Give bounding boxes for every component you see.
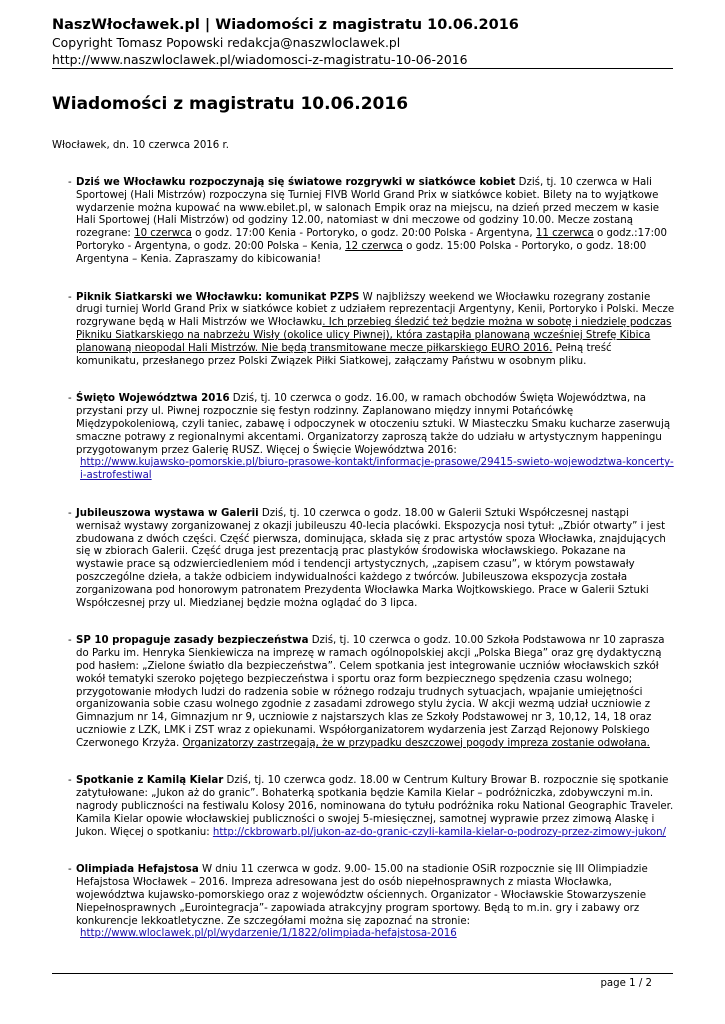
page-number: page 1 / 2 — [600, 978, 652, 989]
item-heading: Święto Województwa 2016 — [76, 393, 230, 405]
item-heading: Dziś we Włocławku rozpoczynają się światowe rozgrywki w siatkówce kobiet — [76, 177, 516, 188]
item-heading: Spotkanie z Kamilą Kielar — [76, 775, 224, 787]
list-item: - Piknik Siatkarski we Włocławku: komunikat PZPS W najbliższy weekend we Włocławku rozegrany zostanie drugi turniej World Grand Prix w siatkówce kobiet z udziałem reprezentacji Argentyny, Kenii, Portoryko i Polski. Mecze rozgrywane będą w Hali Mistrzów we Włocławku. Ich przebieg śledzić też będzie można w sobotę i niedzielę podczas Pikniku Siatkarskiego na nabrzeżu Wisły (okolice ulicy Piwnej), która zastąpiła planowaną wcześniej Strefę Kibica planowaną nieopodal Hali Mistrzów. Nie będą transmitowane mecze piłkarskiego EURO 2016. Pełną treść komunikatu, przesłanego przez Polski Związek Piłki Siatkowej, załączamy Państwu w osobnym pliku. — [68, 292, 675, 369]
article-title: Wiadomości z magistratu 10.06.2016 — [52, 94, 409, 114]
document-header — [52, 16, 682, 68]
item-heading: Olimpiada Hefajstosa — [76, 864, 199, 876]
header-copyright: Copyright Tomasz Popowski redakcja@naszwloclawek.pl — [52, 35, 401, 50]
list-item: - Święto Województwa 2016 Dziś, tj. 10 czerwca o godz. 16.00, w ramach obchodów Święta Województwa, na przystani przy ul. Piwnej rozpocznie się festyn rodzinny. Zaplanowano między innymi Potańcówkę Międzypokoleniową, czyli taniec, zabawę i odpoczynek w otoczeniu sztuki. W Miasteczku Smaku kucharze zaserwują smaczne potrawy z regionalnymi akcentami. Organizatorzy zaproszą także do udziału w artystycznym happeningu przygotowanym przez Galerię RUSZ. Więcej o Święcie Województwa 2016: http://www.kujawsko-pomorskie.pl/biuro-prasowe-kontakt/informacje-prasowe/29415-swieto-wojewodztwa-koncerty-i-astrofestiwal — [68, 393, 675, 483]
footer-divider — [52, 973, 673, 974]
item-link[interactable]: http://www.kujawsko-pomorskie.pl/biuro-prasowe-kontakt/informacje-prasowe/29415-swieto-wojewodztwa-koncerty-i-astrofestiwal — [80, 457, 674, 482]
header-url: http://www.naszwloclawek.pl/wiadomosci-z-magistratu-10-06-2016 — [52, 52, 468, 67]
header-divider — [52, 68, 673, 69]
item-link[interactable]: http://ckbrowarb.pl/jukon-az-do-granic-czyli-kamila-kielar-o-podrozy-przez-zimowy-jukon/ — [212, 826, 666, 838]
header-title: NaszWłocławek.pl | Wiadomości z magistratu 10.06.2016 — [52, 17, 519, 33]
item-heading: Jubileuszowa wystawa w Galerii — [76, 507, 259, 519]
date-line: Włocławek, dn. 10 czerwca 2016 r. — [52, 140, 229, 151]
item-heading: Piknik Siatkarski we Włocławku: komunikat PZPS — [76, 291, 360, 303]
list-item: - SP 10 propaguje zasady bezpieczeństwa Dziś, tj. 10 czerwca o godz. 10.00 Szkoła Podstawowa nr 10 zaprasza do Parku im. Henryka Sienkiewicza na imprezę w ramach ogólnopolskiej akcji „Polska Biega” oraz grę dydaktyczną pod hasłem: „Zielone światło dla bezpieczeństwa”. Celem spotkania jest integrowanie uczniów włocławskich szkół wokół tematyki szeroko pojętego bezpieczeństwa i sportu oraz form bezpiecznego spędzenia czasu wolnego; przygotowanie młodych ludzi do radzenia sobie w różnego rodzaju trudnych sytuacjach, wpajanie umiejętności organizowania sobie czasu wolnego zgodnie z zasadami zdrowego stylu życia. W akcji wezmą udział uczniowie z Gimnazjum nr 14, Gimnazjum nr 9, uczniowie z najstarszych klas ze Szkoły Podstawowej nr 3, 10,12, 14, 18 oraz uczniowie z LZK, LMK i ZST wraz z opiekunami. Współorganizatorem wydarzenia jest Zarząd Rejonowy Polskiego Czerwonego Krzyża. Organizatorzy zastrzegają, że w przypadku deszczowej pogody impreza zostanie odwołana. — [68, 635, 675, 750]
item-heading: SP 10 propaguje zasady bezpieczeństwa — [76, 635, 309, 647]
list-item: - Dziś we Włocławku rozpoczynają się światowe rozgrywki w siatkówce kobiet Dziś, tj. 10 czerwca w Hali Sportowej (Hali Mistrzów) rozpoczyna się Turniej FIVB World Grand Prix w siatkówce kobiet. Bilety na to wyjątkowe wydarzenie można kupować na www.ebilet.pl, w salonach Empik oraz na miejscu, na dzień przed meczem w kasie Hali Sportowej (Hali Mistrzów) od godziny 12.00, natomiast w dni meczowe od godziny 10.00. Mecze zostaną rozegrane: 10 czerwca o godz. 17:00 Kenia - Portoryko, o godz. 20:00 Polska - Argentyna, 11 czerwca o godz.:17:00 Portoryko - Argentyna, o godz. 20:00 Polska – Kenia, 12 czerwca o godz. 15:00 Polska - Portoryko, o godz. 18:00 Argentyna – Kenia. Zapraszamy do kibicowania! — [68, 177, 675, 267]
list-item: - Spotkanie z Kamilą Kielar Dziś, tj. 10 czerwca godz. 18.00 w Centrum Kultury Browar B. rozpocznie się spotkanie zatytułowane: „Jukon aż do granic”. Bohaterką spotkania będzie Kamila Kielar – podróżniczka, zdobywczyni m.in. nagrody publiczności na festiwalu Kolosy 2016, nominowana do tytułu podróżnika roku National Geographic Traveler. Kamila Kielar opowie włocławskiej publiczności o swojej 5-miesięcznej, samotnej wyprawie przez zimową Alaskę i Jukon. Więcej o spotkaniu: http://ckbrowarb.pl/jukon-az-do-granic-czyli-kamila-kielar-o-podrozy-przez-zimowy-jukon/ — [68, 775, 675, 839]
list-item: - Olimpiada Hefajstosa W dniu 11 czerwca w godz. 9.00- 15.00 na stadionie OSiR rozpocznie się III Olimpiadzie Hefajstosa Włocławek – 2016. Impreza adresowana jest do osób niepełnosprawnych z miasta Włocławka, województwa kujawsko-pomorskiego oraz z województw ościennych. Organizator - Włocławskie Stowarzyszenie Niepełnosprawnych „Eurointegracja”- zapowiada atrakcyjny program sportowy. Będą to m.in. gry i zabawy orz konkurencje lekkoatletyczne. Ze szczegółami można się zapoznać na stronie: http://www.wloclawek.pl/pl/wydarzenie/1/1822/olimpiada-hefajstosa-2016 — [68, 864, 675, 941]
list-item: - Jubileuszowa wystawa w Galerii Dziś, tj. 10 czerwca o godz. 18.00 w Galerii Sztuki Współczesnej nastąpi wernisaż wystawy zorganizowanej z okazji jubileuszu 40-lecia placówki. Ekspozycja nosi tytuł: „Zbiór otwarty” i jest zbudowana z dwóch części. Część pierwsza, dominująca, składa się z prac artystów spoza Włocławka, znajdujących się w zbiorach Galerii. Część druga jest prezentacją prac plastyków środowiska włocławskiego. Pokazane na wystawie prace są odzwierciedleniem mód i tendencji artystycznych, „zapisem czasu”, w którym powstawały poszczególne dzieła, a także odbiciem indywidualności każdego z twórców. Jubileuszowa ekspozycja została zorganizowana pod honorowym patronatem Prezydenta Włocławka Marka Wojtkowskiego. Prace w Galerii Sztuki Współczesnej przy ul. Miedzianej będzie można oglądać do 3 lipca. — [68, 508, 675, 610]
news-list — [68, 177, 675, 966]
item-link[interactable]: http://www.wloclawek.pl/pl/wydarzenie/1/1822/olimpiada-hefajstosa-2016 — [80, 928, 457, 940]
